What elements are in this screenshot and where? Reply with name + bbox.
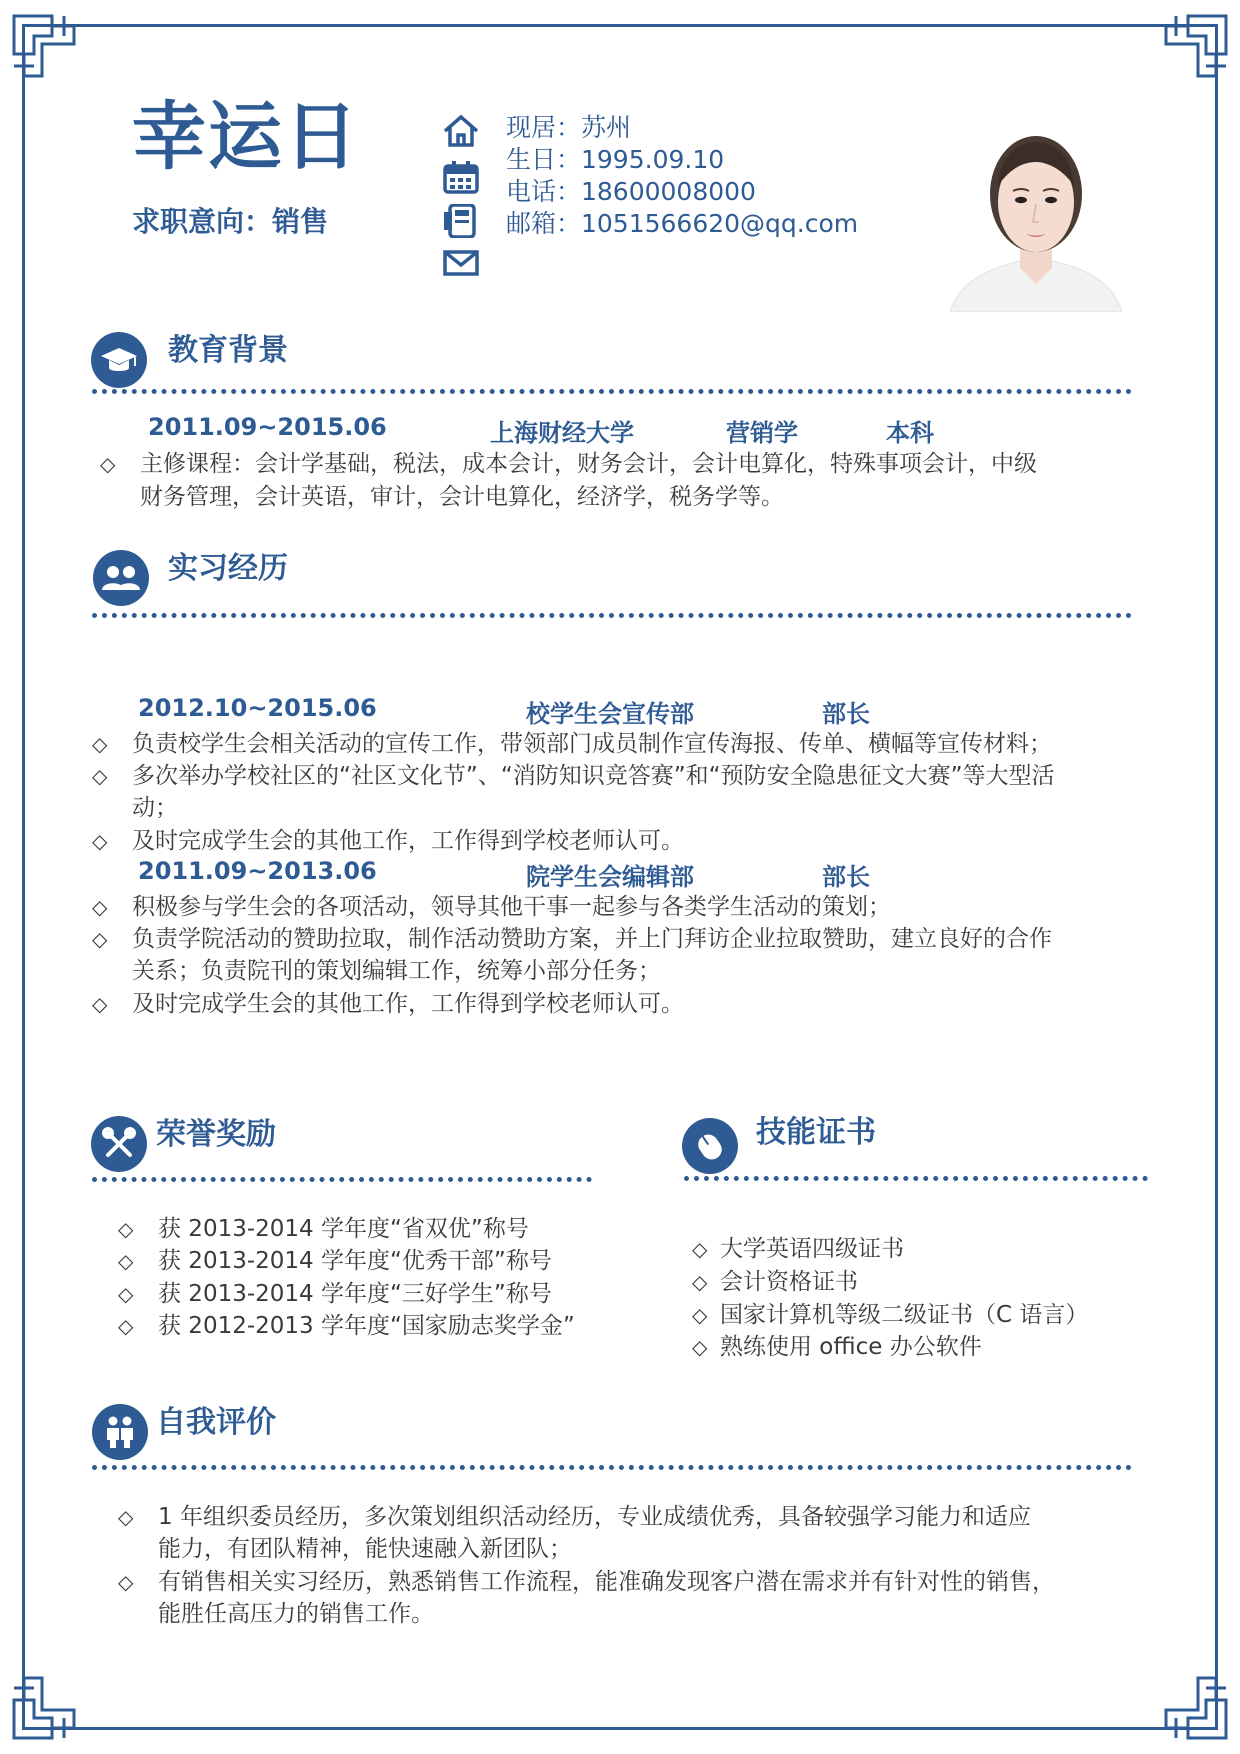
bullet-icon: ◇: [692, 1270, 708, 1294]
tools-icon: [91, 1116, 147, 1172]
corner-ornament-bottom-left: [12, 1668, 84, 1740]
bullet-icon: ◇: [92, 992, 108, 1016]
bullet-icon: ◇: [92, 927, 108, 951]
bullet-icon: ◇: [118, 1314, 134, 1338]
bullet-icon: ◇: [118, 1249, 134, 1273]
job-org: 校学生会宣传部: [526, 700, 694, 728]
team-icon: [93, 550, 149, 606]
education-period: 2011.09~2015.06: [148, 413, 387, 441]
info-phone: 电话：18600008000: [506, 177, 756, 206]
mouse-icon: [682, 1118, 738, 1174]
home-icon: [442, 114, 480, 148]
profile-photo: [950, 116, 1122, 312]
section-divider: [92, 613, 1132, 618]
job-org: 院学生会编辑部: [526, 863, 694, 891]
bullet-icon: ◇: [118, 1570, 134, 1594]
section-title-education: 教育背景: [168, 333, 288, 368]
bullet-icon: ◇: [692, 1335, 708, 1359]
bullet-icon: ◇: [92, 895, 108, 919]
info-residence: 现居：苏州: [506, 113, 632, 142]
bullet-icon: ◇: [118, 1282, 134, 1306]
calendar-icon: [442, 160, 480, 194]
section-divider: [92, 389, 1132, 394]
bullet-icon: ◇: [692, 1303, 708, 1327]
info-email: 邮箱：1051566620@qq.com: [506, 209, 859, 238]
education-courses: ◇ 主修课程：会计学基础，税法，成本会计，财务会计，会计电算化，特殊事项会计，中级 财务管理，会计英语，审计，会计电算化，经济学，税务学等。: [100, 448, 1140, 514]
section-divider: [92, 1465, 1132, 1470]
section-title-skills: 技能证书: [756, 1115, 876, 1150]
section-divider: [92, 1177, 592, 1182]
section-divider: [684, 1176, 1148, 1181]
education-degree: 本科: [886, 419, 934, 447]
section-title-honors: 荣誉奖励: [156, 1117, 276, 1152]
bullet-icon: ◇: [118, 1217, 134, 1241]
bullet-icon: ◇: [118, 1505, 134, 1529]
bullet-icon: ◇: [92, 732, 108, 756]
graduation-cap-icon: [91, 332, 147, 388]
info-birthday: 生日：1995.09.10: [506, 145, 725, 174]
education-school: 上海财经大学: [490, 419, 634, 447]
bullet-icon: ◇: [92, 829, 108, 853]
job-objective: 求职意向：销售: [132, 205, 329, 238]
corner-ornament-bottom-right: [1156, 1668, 1228, 1740]
bullet-icon: ◇: [100, 452, 116, 476]
section-title-self-evaluation: 自我评价: [156, 1405, 276, 1440]
job-period: 2011.09~2013.06: [138, 857, 377, 885]
bullet-icon: ◇: [92, 764, 108, 788]
bullet-icon: ◇: [692, 1237, 708, 1261]
people-icon: [92, 1404, 148, 1460]
phone-icon: [442, 204, 480, 238]
corner-ornament-top-left: [12, 14, 84, 86]
corner-ornament-top-right: [1156, 14, 1228, 86]
candidate-name: 幸运日: [132, 94, 360, 180]
section-title-internship: 实习经历: [168, 551, 288, 586]
job-period: 2012.10~2015.06: [138, 694, 377, 722]
education-major: 营销学: [726, 419, 798, 447]
job-role: 部长: [822, 700, 870, 728]
job-role: 部长: [822, 863, 870, 891]
mail-icon: [442, 246, 480, 280]
